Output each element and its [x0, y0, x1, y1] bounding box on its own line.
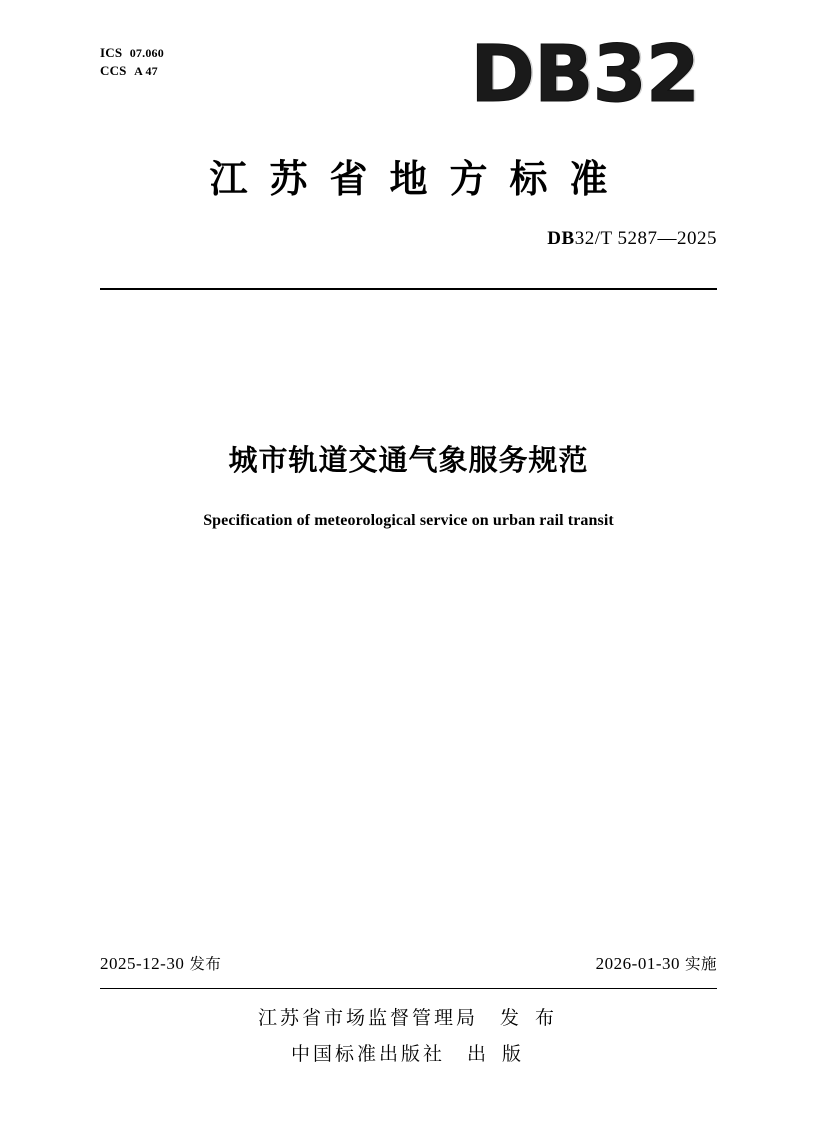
standard-number-rest: 32/T 5287—2025 — [574, 228, 717, 249]
footer-divider — [100, 988, 717, 989]
header-divider — [100, 288, 717, 290]
standard-number-prefix: DB — [547, 228, 575, 249]
db32-logo: DB32 — [470, 30, 699, 120]
implement-date-item — [596, 952, 717, 974]
publisher-line-press — [0, 1036, 817, 1072]
press-action: 出 版 — [466, 1043, 527, 1066]
standard-number — [547, 228, 717, 250]
ics-value: 07.060 — [129, 46, 164, 60]
document-title-chinese: 城市轨道交通气象服务规范 — [228, 443, 589, 477]
issue-action-label: 发布 — [189, 955, 222, 973]
classification-codes — [100, 44, 164, 79]
ccs-code-row — [100, 62, 164, 80]
implement-action-label: 实施 — [684, 955, 717, 973]
province-standard-title: 江苏省地方标准 — [209, 157, 630, 201]
issue-date-item — [100, 952, 221, 974]
implement-date: 2026-01-30 — [595, 954, 680, 973]
ccs-value: A 47 — [134, 63, 158, 78]
ccs-label: CCS — [100, 62, 127, 78]
dates-row — [100, 952, 717, 974]
press-name: 中国标准出版社 — [290, 1043, 445, 1066]
ics-code-row — [100, 44, 164, 62]
issuer-name: 江苏省市场监督管理局 — [257, 1007, 478, 1029]
issue-date: 2025-12-30 — [100, 954, 185, 973]
publishers-block — [0, 1000, 817, 1072]
publisher-line-issuer — [0, 1000, 817, 1036]
issuer-action: 发 布 — [499, 1007, 560, 1029]
document-title-english: Specification of meteorological service on urban rail transit — [203, 512, 614, 529]
ics-label: ICS — [100, 45, 123, 60]
